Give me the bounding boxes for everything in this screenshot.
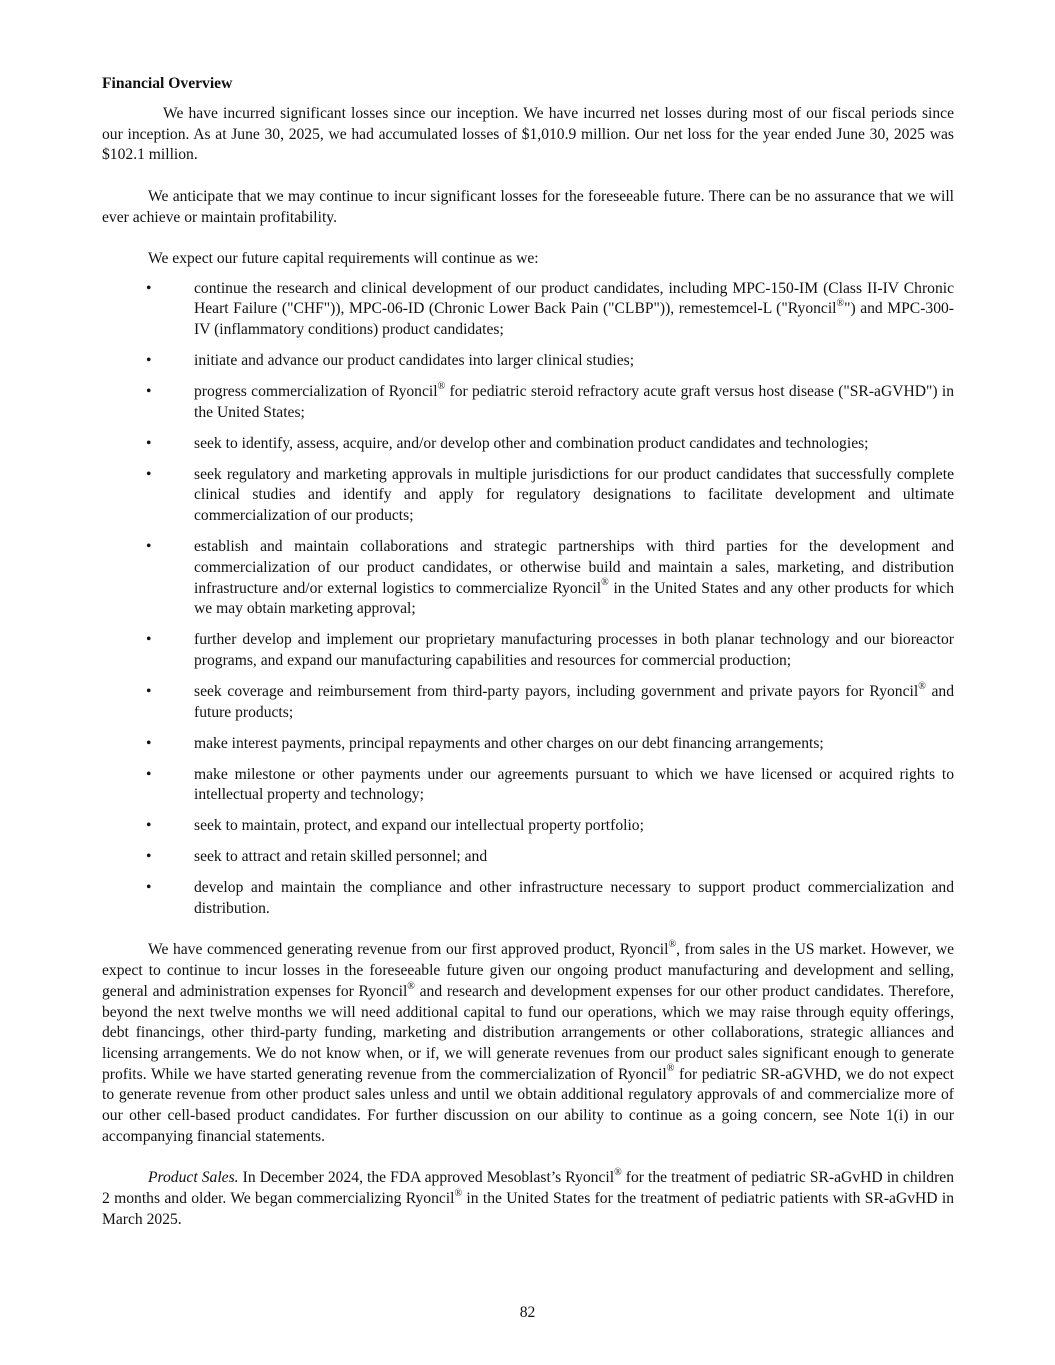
paragraph-anticipate: We anticipate that we may continue to incur significant losses for the foreseeable future. There can be no assurance that we will ever achieve or maintain profitability. [102,187,954,226]
bullet-icon: • [146,765,152,783]
list-item: • establish and maintain collaborations and strategic partnerships with third parties for the development and commercialization of our product candidates, or otherwise build and maintain a sales, marketing, and distribution infrastructure and/or external logistics to commercialize Ryoncil® in the United States and any other products for which we may obtain marketing approval; [146,538,954,618]
list-item: • develop and maintain the compliance and other infrastructure necessary to support product commercialization and distribution. [146,879,954,918]
list-item: • seek to maintain, protect, and expand our intellectual property portfolio; [102,816,954,837]
list-item: • seek to identify, assess, acquire, and/or develop other and combination product candidates and technologies; [102,434,954,455]
list-item: • further develop and implement our proprietary manufacturing processes in both planar technology and our bioreactor programs, and expand our manufacturing capabilities and resources for commercial production; [146,631,954,669]
bullet-icon: • [146,279,152,297]
list-item: • make interest payments, principal repayments and other charges on our debt financing arrangements; [102,734,954,755]
bullet-icon: • [146,817,152,835]
paragraph-losses: We have incurred significant losses since our inception. We have incurred net losses during most of our fiscal periods since our inception. As at June 30, 2025, we had accumulated losses of $1,010.9 million. Our net loss for the year ended June 30, 2025 was $102.1 million. [102,105,954,164]
bullet-icon: • [146,538,152,556]
bullet-icon: • [146,631,152,649]
bullet-icon: • [146,879,152,897]
paragraph-capital-requirements: We expect our future capital requirements will continue as we: [148,249,539,267]
bullet-icon: • [146,352,152,369]
list-item: • seek to attract and retain skilled personnel; and [102,847,954,868]
list-item: • initiate and advance our product candidates into larger clinical studies; [102,351,954,372]
bullet-icon: • [146,848,152,866]
registered-mark: ® [614,1166,622,1178]
registered-mark: ® [836,298,845,310]
section-title: Financial Overview [102,75,233,92]
list-item: • make milestone or other payments under our agreements pursuant to which we have licensed or acquired rights to intellectual property and technology; [146,765,954,804]
paragraph-product-sales: Product Sales. In December 2024, the FDA approved Mesoblast’s Ryoncil® for the treatment of pediatric SR-aGvHD in children 2 months and older. We began commercializing Ryoncil® in the United States for the treatment of pediatric patients with SR-aGvHD in March 2025. [102,1166,954,1228]
bullet-icon: • [146,465,152,483]
capital-requirements-list [102,279,954,920]
list-item: • continue the research and clinical development of our product candidates, including MPC-150-IM (Class II-IV Chronic Heart Failure ("CHF")), MPC-06-ID (Chronic Lower Back Pain ("CLBP")), remestemcel-L ("Ryoncil®") and MPC-300-IV (inflammatory conditions) product candidates; [146,279,954,338]
paragraph-revenue: We have commenced generating revenue from our first approved product, Ryoncil®, from sales in the US market. However, we expect to continue to incur losses in the foreseeable future given our ongoing product manufacturing and development and selling, general and administration expenses for Ryoncil® and research and development expenses for our other product candidates. Therefore, beyond the next twelve months we will need additional capital to fund our operations, which we may raise through equity offerings, debt financings, other third-party funding, marketing and distribution arrangements or other collaborations, strategic alliances and licensing arrangements. We do not know when, or if, we will generate revenues from our product sales significant enough to generate profits. While we have started generating revenue from the commercialization of Ryoncil® for pediatric SR-aGVHD, we do not expect to generate revenue from other product sales unless and until we obtain additional regulatory approvals of and commercialize more of our other cell-based product candidates. For further discussion on our ability to continue as a going concern, see Note 1(i) in our accompanying financial statements. [102,939,955,1145]
bullet-icon: • [146,734,152,752]
list-item: • progress commercialization of Ryoncil® for pediatric steroid refractory acute graft versus host disease ("SR-aGVHD") in the United States; [146,380,954,421]
product-sales-heading: Product Sales. [148,1169,239,1187]
registered-mark: ® [407,980,415,992]
bullet-icon: • [146,434,152,452]
bullet-icon: • [146,383,152,400]
registered-mark: ® [918,680,926,692]
registered-mark: ® [454,1187,463,1199]
page-number: 82 [519,1304,536,1321]
registered-mark: ® [668,939,677,951]
registered-mark: ® [601,577,609,589]
registered-mark: ® [437,380,446,392]
registered-mark: ® [666,1063,675,1075]
bullet-icon: • [146,682,152,700]
list-item: • seek coverage and reimbursement from third-party payors, including government and private payors for Ryoncil® and future products; [146,680,955,721]
list-item: • seek regulatory and marketing approvals in multiple jurisdictions for our product candidates that successfully complete clinical studies and identify and apply for regulatory designations to facilitate development and ultimate commercialization of our products; [146,465,954,525]
